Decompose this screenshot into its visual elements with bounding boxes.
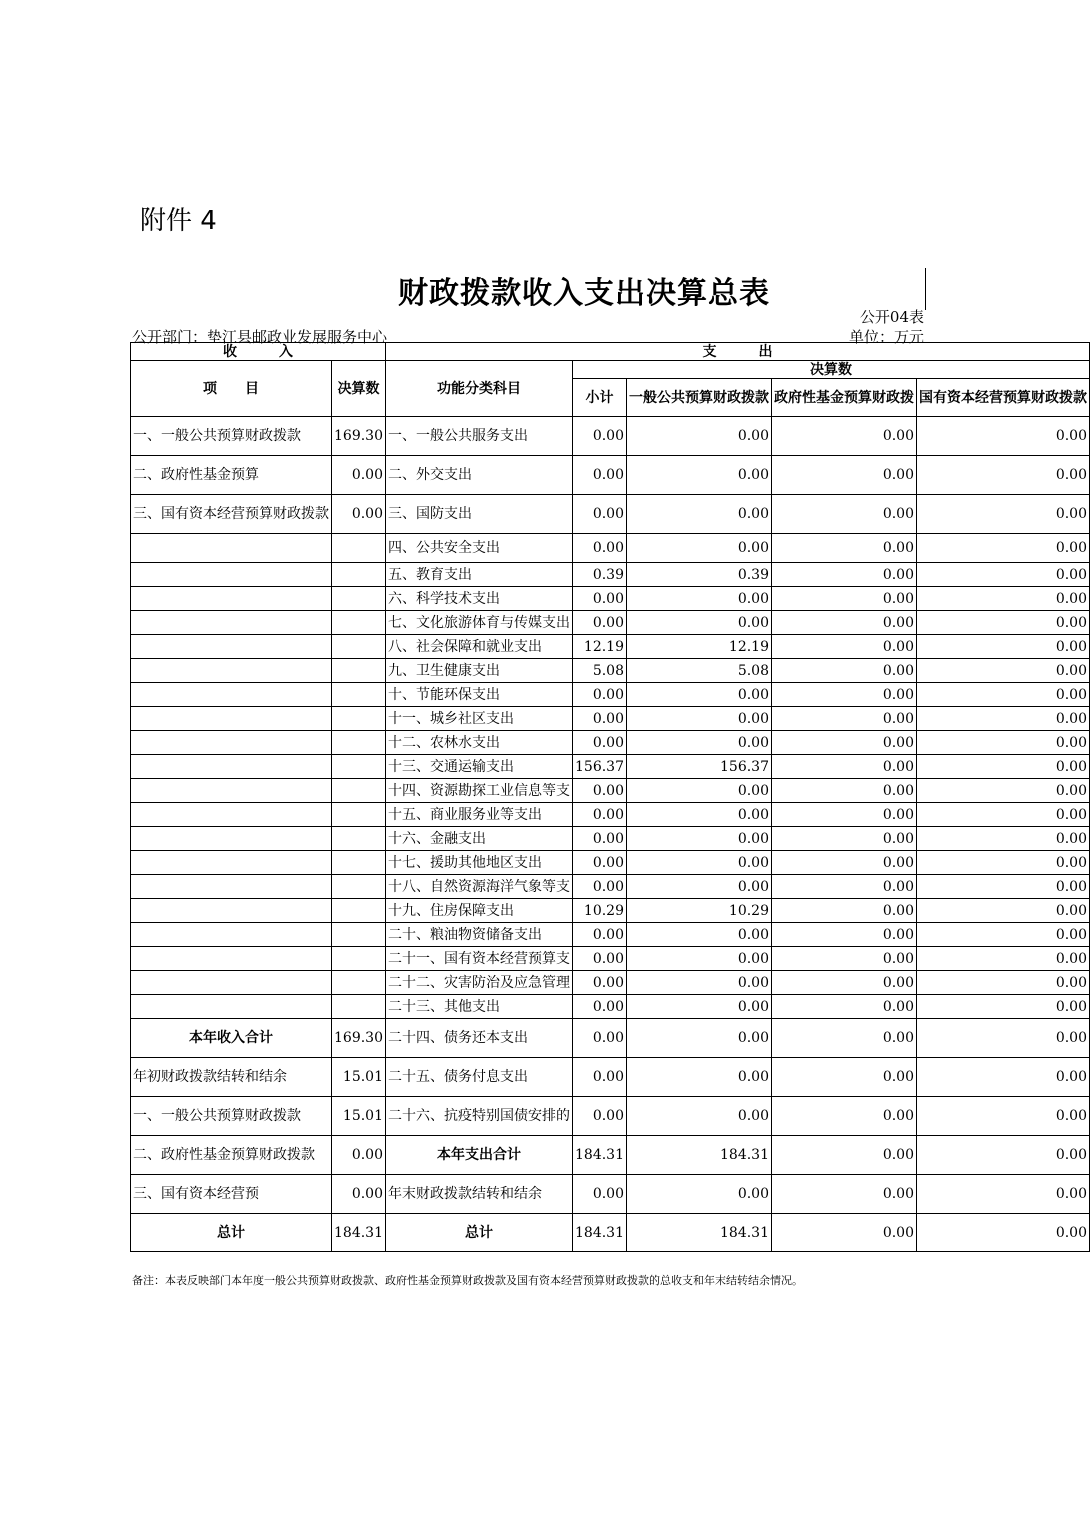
table-row	[131, 587, 1090, 611]
income-amount-cell: 0.00	[332, 1136, 386, 1175]
expense-category-cell: 二十四、债务还本支出	[386, 1019, 573, 1058]
table-row	[131, 635, 1090, 659]
gov-fund-cell: 0.00	[772, 707, 917, 731]
subtotal-cell: 0.00	[573, 495, 627, 534]
income-amount-cell	[332, 875, 386, 899]
table-row	[131, 1175, 1090, 1214]
income-amount-cell	[332, 534, 386, 563]
attachment-label: 附件 4	[140, 206, 217, 236]
table-row	[131, 1058, 1090, 1097]
expense-category-cell: 十二、农林水支出	[386, 731, 573, 755]
expense-category-cell: 十、节能环保支出	[386, 683, 573, 707]
expense-category-cell: 十四、资源勘探工业信息等支	[386, 779, 573, 803]
income-amount-cell	[332, 995, 386, 1019]
gov-fund-cell: 0.00	[772, 1175, 917, 1214]
income-amount-cell	[332, 683, 386, 707]
income-item-cell	[131, 635, 332, 659]
state-capital-cell: 0.00	[917, 1175, 1090, 1214]
income-item-cell	[131, 534, 332, 563]
subtotal-cell: 0.00	[573, 1175, 627, 1214]
expense-category-cell: 二十三、其他支出	[386, 995, 573, 1019]
general-budget-cell: 156.37	[627, 755, 772, 779]
state-capital-cell: 0.00	[917, 683, 1090, 707]
income-amount-cell	[332, 827, 386, 851]
state-capital-header: 国有资本经营预算财政拨款	[917, 379, 1090, 417]
subtotal-cell: 0.39	[573, 563, 627, 587]
table-row	[131, 417, 1090, 456]
expense-category-cell: 十八、自然资源海洋气象等支	[386, 875, 573, 899]
gov-fund-cell: 0.00	[772, 587, 917, 611]
gov-fund-cell: 0.00	[772, 923, 917, 947]
general-budget-cell: 0.00	[627, 827, 772, 851]
income-item-cell	[131, 755, 332, 779]
expense-category-cell: 九、卫生健康支出	[386, 659, 573, 683]
table-row	[131, 456, 1090, 495]
expense-category-cell: 二、外交支出	[386, 456, 573, 495]
general-budget-cell: 0.00	[627, 456, 772, 495]
income-amount-cell	[332, 947, 386, 971]
general-budget-cell: 5.08	[627, 659, 772, 683]
page-title: 财政拨款收入支出决算总表	[398, 276, 770, 311]
table-row	[131, 534, 1090, 563]
general-budget-cell: 12.19	[627, 635, 772, 659]
amount-header: 决算数	[332, 361, 386, 417]
subtotal-cell: 0.00	[573, 1019, 627, 1058]
income-item-cell	[131, 611, 332, 635]
table-row	[131, 995, 1090, 1019]
income-amount-cell	[332, 659, 386, 683]
subtotal-cell: 184.31	[573, 1136, 627, 1175]
income-amount-cell	[332, 779, 386, 803]
income-item-cell	[131, 851, 332, 875]
state-capital-cell: 0.00	[917, 731, 1090, 755]
income-amount-cell	[332, 899, 386, 923]
expense-category-cell: 二十、粮油物资储备支出	[386, 923, 573, 947]
income-item-cell: 二、政府性基金预算财政拨款	[131, 1136, 332, 1175]
income-item-cell	[131, 707, 332, 731]
subtotal-cell: 0.00	[573, 995, 627, 1019]
subtotal-cell: 0.00	[573, 731, 627, 755]
table-row	[131, 1136, 1090, 1175]
gov-fund-cell: 0.00	[772, 971, 917, 995]
gov-fund-cell: 0.00	[772, 1097, 917, 1136]
expense-category-cell: 本年支出合计	[386, 1136, 573, 1175]
general-budget-cell: 0.00	[627, 1097, 772, 1136]
subtotal-cell: 0.00	[573, 707, 627, 731]
income-item-cell	[131, 827, 332, 851]
expense-category-cell: 七、文化旅游体育与传媒支出	[386, 611, 573, 635]
general-budget-cell: 0.00	[627, 995, 772, 1019]
subtotal-cell: 12.19	[573, 635, 627, 659]
subtotal-cell: 0.00	[573, 851, 627, 875]
state-capital-cell: 0.00	[917, 1136, 1090, 1175]
gov-fund-cell: 0.00	[772, 803, 917, 827]
income-item-cell	[131, 947, 332, 971]
expense-category-cell: 四、公共安全支出	[386, 534, 573, 563]
subtotal-cell: 5.08	[573, 659, 627, 683]
final-amount-header: 决算数	[573, 361, 1090, 379]
subtotal-cell: 0.00	[573, 534, 627, 563]
income-item-cell	[131, 995, 332, 1019]
income-item-cell	[131, 563, 332, 587]
income-amount-cell	[332, 611, 386, 635]
state-capital-cell: 0.00	[917, 755, 1090, 779]
table-row	[131, 899, 1090, 923]
income-header: 收 入	[131, 343, 386, 361]
state-capital-cell: 0.00	[917, 563, 1090, 587]
gov-fund-cell: 0.00	[772, 947, 917, 971]
income-item-cell: 一、一般公共预算财政拨款	[131, 1097, 332, 1136]
state-capital-cell: 0.00	[917, 875, 1090, 899]
expense-category-cell: 十一、城乡社区支出	[386, 707, 573, 731]
income-amount-cell: 15.01	[332, 1058, 386, 1097]
income-item-cell	[131, 731, 332, 755]
expense-category-cell: 二十二、灾害防治及应急管理	[386, 971, 573, 995]
general-budget-cell: 0.00	[627, 971, 772, 995]
general-budget-cell: 0.00	[627, 851, 772, 875]
income-amount-cell	[332, 731, 386, 755]
income-item-cell	[131, 899, 332, 923]
table-row	[131, 803, 1090, 827]
subtotal-cell: 0.00	[573, 587, 627, 611]
income-amount-cell	[332, 587, 386, 611]
table-row	[131, 683, 1090, 707]
general-budget-cell: 0.00	[627, 1058, 772, 1097]
gov-fund-cell: 0.00	[772, 1214, 917, 1252]
budget-table	[130, 342, 1090, 1252]
subtotal-cell: 0.00	[573, 1097, 627, 1136]
state-capital-cell: 0.00	[917, 947, 1090, 971]
department-label: 公开部门：垫江县邮政业发展服务中心	[132, 328, 388, 346]
state-capital-cell: 0.00	[917, 803, 1090, 827]
general-budget-cell: 0.00	[627, 1019, 772, 1058]
income-amount-cell: 15.01	[332, 1097, 386, 1136]
gov-fund-cell: 0.00	[772, 495, 917, 534]
subtotal-cell: 0.00	[573, 971, 627, 995]
expense-category-cell: 十六、金融支出	[386, 827, 573, 851]
table-row	[131, 1097, 1090, 1136]
general-budget-cell: 0.00	[627, 683, 772, 707]
subtotal-cell: 0.00	[573, 611, 627, 635]
income-item-cell: 二、政府性基金预算	[131, 456, 332, 495]
state-capital-cell: 0.00	[917, 923, 1090, 947]
table-row	[131, 563, 1090, 587]
state-capital-cell: 0.00	[917, 827, 1090, 851]
gov-fund-cell: 0.00	[772, 779, 917, 803]
table-row	[131, 731, 1090, 755]
state-capital-cell: 0.00	[917, 995, 1090, 1019]
table-row	[131, 659, 1090, 683]
gov-fund-cell: 0.00	[772, 851, 917, 875]
gov-fund-cell: 0.00	[772, 456, 917, 495]
general-budget-cell: 0.39	[627, 563, 772, 587]
subtotal-cell: 0.00	[573, 417, 627, 456]
subtotal-cell: 0.00	[573, 683, 627, 707]
gov-fund-cell: 0.00	[772, 1019, 917, 1058]
state-capital-cell: 0.00	[917, 1097, 1090, 1136]
expense-category-cell: 总计	[386, 1214, 573, 1252]
footnote: 备注：本表反映部门本年度一般公共预算财政拨款、政府性基金预算财政拨款及国有资本经营预算财政拨款的总收支和年末结转结余情况。	[132, 1274, 803, 1287]
subtotal-cell: 0.00	[573, 1058, 627, 1097]
subtotal-cell: 0.00	[573, 456, 627, 495]
subtotal-cell: 0.00	[573, 803, 627, 827]
general-budget-cell: 184.31	[627, 1214, 772, 1252]
general-budget-cell: 0.00	[627, 417, 772, 456]
income-item-cell: 总计	[131, 1214, 332, 1252]
general-budget-cell: 0.00	[627, 495, 772, 534]
general-budget-cell: 0.00	[627, 707, 772, 731]
table-code: 公开04表	[859, 308, 924, 326]
gov-fund-cell: 0.00	[772, 659, 917, 683]
income-amount-cell: 0.00	[332, 495, 386, 534]
income-amount-cell	[332, 923, 386, 947]
state-capital-cell: 0.00	[917, 707, 1090, 731]
unit-label: 单位：万元	[848, 328, 924, 346]
item-header: 项 目	[131, 361, 332, 417]
general-budget-cell: 0.00	[627, 875, 772, 899]
gov-fund-cell: 0.00	[772, 563, 917, 587]
table-row	[131, 827, 1090, 851]
subtotal-cell: 0.00	[573, 875, 627, 899]
income-item-cell	[131, 659, 332, 683]
state-capital-cell: 0.00	[917, 1214, 1090, 1252]
income-amount-cell	[332, 635, 386, 659]
expense-category-cell: 十九、住房保障支出	[386, 899, 573, 923]
income-item-cell	[131, 683, 332, 707]
gov-fund-cell: 0.00	[772, 755, 917, 779]
expense-category-cell: 五、教育支出	[386, 563, 573, 587]
gov-fund-cell: 0.00	[772, 1058, 917, 1097]
general-budget-header: 一般公共预算财政拨款	[627, 379, 772, 417]
general-budget-cell: 0.00	[627, 1175, 772, 1214]
state-capital-cell: 0.00	[917, 1058, 1090, 1097]
expense-category-cell: 二十六、抗疫特别国债安排的	[386, 1097, 573, 1136]
income-item-cell: 三、国有资本经营预算财政拨款	[131, 495, 332, 534]
gov-fund-cell: 0.00	[772, 683, 917, 707]
income-amount-cell: 169.30	[332, 1019, 386, 1058]
gov-fund-cell: 0.00	[772, 534, 917, 563]
general-budget-cell: 0.00	[627, 803, 772, 827]
state-capital-cell: 0.00	[917, 587, 1090, 611]
state-capital-cell: 0.00	[917, 1019, 1090, 1058]
state-capital-cell: 0.00	[917, 779, 1090, 803]
general-budget-cell: 0.00	[627, 534, 772, 563]
state-capital-cell: 0.00	[917, 417, 1090, 456]
general-budget-cell: 0.00	[627, 779, 772, 803]
income-amount-cell	[332, 563, 386, 587]
general-budget-cell: 0.00	[627, 731, 772, 755]
table-row	[131, 611, 1090, 635]
income-amount-cell: 0.00	[332, 456, 386, 495]
expense-category-cell: 年末财政拨款结转和结余	[386, 1175, 573, 1214]
gov-fund-cell: 0.00	[772, 611, 917, 635]
table-row	[131, 947, 1090, 971]
gov-fund-cell: 0.00	[772, 995, 917, 1019]
income-amount-cell	[332, 803, 386, 827]
gov-fund-cell: 0.00	[772, 827, 917, 851]
subtotal-cell: 184.31	[573, 1214, 627, 1252]
subtotal-cell: 0.00	[573, 947, 627, 971]
expense-category-cell: 二十五、债务付息支出	[386, 1058, 573, 1097]
income-amount-cell	[332, 755, 386, 779]
expense-category-cell: 一、一般公共服务支出	[386, 417, 573, 456]
income-amount-cell: 184.31	[332, 1214, 386, 1252]
income-amount-cell	[332, 851, 386, 875]
general-budget-cell: 184.31	[627, 1136, 772, 1175]
expense-category-cell: 十七、援助其他地区支出	[386, 851, 573, 875]
expense-category-cell: 二十一、国有资本经营预算支	[386, 947, 573, 971]
income-item-cell	[131, 779, 332, 803]
income-item-cell	[131, 875, 332, 899]
state-capital-cell: 0.00	[917, 971, 1090, 995]
expense-category-cell: 六、科学技术支出	[386, 587, 573, 611]
table-row	[131, 779, 1090, 803]
func-category-header: 功能分类科目	[386, 361, 573, 417]
divider	[925, 268, 926, 310]
income-item-cell	[131, 587, 332, 611]
income-amount-cell: 0.00	[332, 1175, 386, 1214]
gov-fund-cell: 0.00	[772, 875, 917, 899]
gov-fund-cell: 0.00	[772, 731, 917, 755]
expense-category-cell: 十五、商业服务业等支出	[386, 803, 573, 827]
state-capital-cell: 0.00	[917, 635, 1090, 659]
income-item-cell: 本年收入合计	[131, 1019, 332, 1058]
expense-category-cell: 十三、交通运输支出	[386, 755, 573, 779]
income-item-cell	[131, 803, 332, 827]
general-budget-cell: 0.00	[627, 587, 772, 611]
state-capital-cell: 0.00	[917, 534, 1090, 563]
expense-category-cell: 三、国防支出	[386, 495, 573, 534]
state-capital-cell: 0.00	[917, 456, 1090, 495]
income-item-cell: 一、一般公共预算财政拨款	[131, 417, 332, 456]
expense-category-cell: 八、社会保障和就业支出	[386, 635, 573, 659]
gov-fund-cell: 0.00	[772, 635, 917, 659]
table-row	[131, 923, 1090, 947]
state-capital-cell: 0.00	[917, 611, 1090, 635]
general-budget-cell: 0.00	[627, 611, 772, 635]
income-amount-cell	[332, 707, 386, 731]
subtotal-cell: 0.00	[573, 827, 627, 851]
income-item-cell	[131, 923, 332, 947]
subtotal-cell: 10.29	[573, 899, 627, 923]
table-row	[131, 495, 1090, 534]
income-amount-cell	[332, 971, 386, 995]
state-capital-cell: 0.00	[917, 899, 1090, 923]
table-row	[131, 707, 1090, 731]
general-budget-cell: 10.29	[627, 899, 772, 923]
state-capital-cell: 0.00	[917, 851, 1090, 875]
subtotal-cell: 0.00	[573, 779, 627, 803]
subtotal-cell: 156.37	[573, 755, 627, 779]
gov-fund-cell: 0.00	[772, 417, 917, 456]
table-row	[131, 1019, 1090, 1058]
gov-fund-cell: 0.00	[772, 899, 917, 923]
income-item-cell	[131, 971, 332, 995]
table-row	[131, 1214, 1090, 1252]
table-row	[131, 875, 1090, 899]
gov-fund-header: 政府性基金预算财政拨	[772, 379, 917, 417]
table-row	[131, 755, 1090, 779]
expense-header: 支 出	[386, 343, 1090, 361]
state-capital-cell: 0.00	[917, 659, 1090, 683]
general-budget-cell: 0.00	[627, 947, 772, 971]
subtotal-header: 小计	[573, 379, 627, 417]
table-row	[131, 851, 1090, 875]
table-row	[131, 971, 1090, 995]
state-capital-cell: 0.00	[917, 495, 1090, 534]
income-amount-cell: 169.30	[332, 417, 386, 456]
income-item-cell: 年初财政拨款结转和结余	[131, 1058, 332, 1097]
general-budget-cell: 0.00	[627, 923, 772, 947]
income-item-cell: 三、国有资本经营预	[131, 1175, 332, 1214]
gov-fund-cell: 0.00	[772, 1136, 917, 1175]
subtotal-cell: 0.00	[573, 923, 627, 947]
